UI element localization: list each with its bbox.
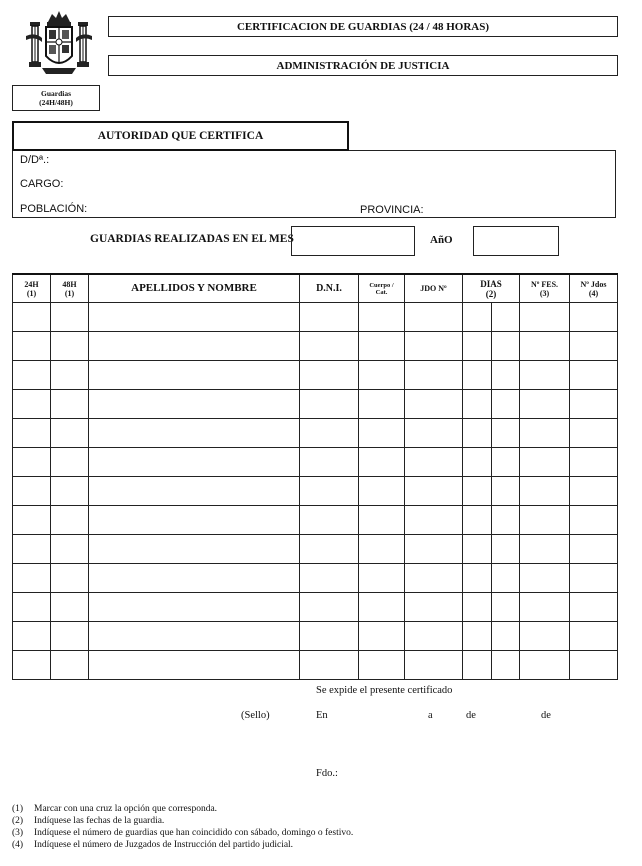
table-cell[interactable] — [359, 593, 405, 622]
table-row — [13, 332, 618, 361]
table-cell[interactable] — [359, 332, 405, 361]
coat-of-arms-emblem — [22, 8, 96, 80]
table-cell[interactable] — [359, 448, 405, 477]
table-cell[interactable] — [570, 622, 618, 651]
table-cell[interactable] — [89, 303, 300, 332]
table-cell[interactable] — [405, 651, 463, 680]
table-cell[interactable] — [13, 477, 51, 506]
table-cell[interactable] — [13, 361, 51, 390]
table-cell[interactable] — [520, 419, 570, 448]
table-row — [13, 477, 618, 506]
table-cell[interactable] — [359, 535, 405, 564]
table-cell[interactable] — [13, 390, 51, 419]
table-cell[interactable] — [405, 593, 463, 622]
form-code-box — [12, 85, 100, 111]
table-cell[interactable] — [13, 303, 51, 332]
form-subtitle-box — [108, 55, 618, 76]
table-cell[interactable] — [405, 535, 463, 564]
table-cell[interactable] — [463, 564, 520, 593]
table-cell[interactable] — [463, 303, 520, 332]
table-cell[interactable] — [570, 564, 618, 593]
table-cell[interactable] — [300, 332, 359, 361]
table-cell[interactable] — [13, 564, 51, 593]
table-cell[interactable] — [405, 390, 463, 419]
table-cell[interactable] — [89, 593, 300, 622]
table-cell[interactable] — [463, 390, 520, 419]
table-cell[interactable] — [570, 419, 618, 448]
table-cell[interactable] — [405, 622, 463, 651]
de2-label: de — [541, 710, 551, 721]
table-cell[interactable] — [51, 506, 89, 535]
table-body — [13, 303, 618, 680]
dias-divider — [491, 419, 492, 447]
dias-divider — [491, 651, 492, 679]
table-row — [13, 593, 618, 622]
authority-heading: AUTORIDAD QUE CERTIFICA — [97, 130, 264, 142]
table-cell[interactable] — [520, 477, 570, 506]
de1-label: de — [466, 710, 476, 721]
table-cell[interactable] — [13, 622, 51, 651]
footnote-2: (2) Indíquese las fechas de la guardia. — [12, 816, 165, 826]
table-row — [13, 622, 618, 651]
table-cell[interactable] — [520, 506, 570, 535]
col-header-fes: Nº FES. (3) — [520, 274, 570, 303]
table-cell[interactable] — [405, 506, 463, 535]
table-row — [13, 419, 618, 448]
table-cell[interactable] — [463, 622, 520, 651]
table-cell[interactable] — [300, 593, 359, 622]
table-cell[interactable] — [520, 593, 570, 622]
col-header-jdos: Nº Jdos (4) — [570, 274, 618, 303]
table-cell[interactable] — [89, 390, 300, 419]
col-header-cuerpo: Cuerpo / Cat. — [359, 274, 405, 303]
province-label: PROVINCIA: — [360, 204, 424, 216]
dias-divider — [491, 535, 492, 563]
table-cell[interactable] — [463, 361, 520, 390]
table-cell[interactable] — [51, 593, 89, 622]
table-cell[interactable] — [405, 303, 463, 332]
dias-divider — [491, 303, 492, 331]
table-cell[interactable] — [359, 390, 405, 419]
table-cell[interactable] — [51, 477, 89, 506]
table-cell[interactable] — [570, 390, 618, 419]
table-cell[interactable] — [89, 361, 300, 390]
table-cell[interactable] — [51, 303, 89, 332]
dias-divider — [491, 448, 492, 476]
table-cell[interactable] — [570, 448, 618, 477]
dias-divider — [491, 506, 492, 534]
table-cell[interactable] — [89, 564, 300, 593]
dias-divider — [491, 361, 492, 389]
seal-label: (Sello) — [241, 710, 270, 721]
year-input[interactable] — [473, 226, 559, 256]
form-code-line1: Guardias — [40, 89, 71, 98]
table-cell[interactable] — [520, 303, 570, 332]
table-cell[interactable] — [463, 448, 520, 477]
table-cell[interactable] — [13, 593, 51, 622]
table-header-row — [13, 274, 618, 303]
year-label: AñO — [430, 234, 453, 246]
footnote-4: (4) Indíquese el número de Juzgados de Instrucción del partido judicial. — [12, 840, 294, 850]
table-cell[interactable] — [300, 477, 359, 506]
form-title-box — [108, 16, 618, 37]
table-cell[interactable] — [570, 651, 618, 680]
table-cell[interactable] — [520, 622, 570, 651]
footnote-3: (3) Indíquese el número de guardias que han coincidido con sábado, domingo o festivo. — [12, 828, 354, 838]
table-row — [13, 303, 618, 332]
guard-table — [12, 273, 618, 680]
table-cell[interactable] — [51, 622, 89, 651]
month-label: GUARDIAS REALIZADAS EN EL MES — [90, 233, 294, 245]
table-cell[interactable] — [570, 593, 618, 622]
authority-section — [12, 150, 616, 218]
table-cell[interactable] — [51, 390, 89, 419]
table-cell[interactable] — [51, 564, 89, 593]
table-cell[interactable] — [300, 448, 359, 477]
table-row — [13, 448, 618, 477]
table-cell[interactable] — [89, 506, 300, 535]
a-label: a — [428, 710, 433, 721]
table-cell[interactable] — [405, 477, 463, 506]
table-cell[interactable] — [13, 419, 51, 448]
table-cell[interactable] — [463, 332, 520, 361]
table-cell[interactable] — [13, 332, 51, 361]
table-cell[interactable] — [405, 361, 463, 390]
form-code-line2: (24H/48H) — [39, 98, 73, 107]
table-cell[interactable] — [570, 477, 618, 506]
col-header-24h: 24H (1) — [13, 274, 51, 303]
table-cell[interactable] — [51, 332, 89, 361]
table-cell[interactable] — [300, 419, 359, 448]
table-cell[interactable] — [51, 419, 89, 448]
table-cell[interactable] — [359, 303, 405, 332]
table-cell[interactable] — [359, 622, 405, 651]
footnote-1: (1) Marcar con una cruz la opción que corresponda. — [12, 804, 218, 814]
table-cell[interactable] — [300, 506, 359, 535]
in-label: En — [316, 710, 328, 721]
table-cell[interactable] — [300, 535, 359, 564]
table-cell[interactable] — [13, 448, 51, 477]
table-row — [13, 506, 618, 535]
table-cell[interactable] — [520, 390, 570, 419]
table-cell[interactable] — [359, 419, 405, 448]
dias-divider — [491, 564, 492, 592]
table-cell[interactable] — [570, 303, 618, 332]
table-cell[interactable] — [51, 448, 89, 477]
table-cell[interactable] — [520, 448, 570, 477]
table-cell[interactable] — [300, 390, 359, 419]
table-cell[interactable] — [89, 448, 300, 477]
col-header-jdo: JDO Nº — [405, 274, 463, 303]
table-cell[interactable] — [89, 477, 300, 506]
table-cell[interactable] — [463, 506, 520, 535]
table-cell[interactable] — [359, 651, 405, 680]
dias-divider — [491, 593, 492, 621]
table-cell[interactable] — [520, 651, 570, 680]
form-title: CERTIFICACION DE GUARDIAS (24 / 48 HORAS) — [236, 20, 490, 33]
table-cell[interactable] — [520, 535, 570, 564]
name-label: D/Dª.: — [20, 154, 50, 166]
town-label: POBLACIÓN: — [20, 203, 88, 215]
dias-divider — [491, 332, 492, 360]
authority-heading-box — [12, 121, 349, 151]
table-cell[interactable] — [300, 564, 359, 593]
table-cell[interactable] — [463, 593, 520, 622]
table-row — [13, 390, 618, 419]
table-cell[interactable] — [89, 651, 300, 680]
dias-divider — [491, 477, 492, 505]
table-cell[interactable] — [89, 622, 300, 651]
table-cell[interactable] — [300, 361, 359, 390]
issued-text: Se expide el presente certificado — [316, 685, 453, 696]
table-cell[interactable] — [359, 564, 405, 593]
table-cell[interactable] — [300, 651, 359, 680]
table-cell[interactable] — [51, 535, 89, 564]
table-cell[interactable] — [359, 361, 405, 390]
month-input[interactable] — [291, 226, 415, 256]
table-cell[interactable] — [570, 535, 618, 564]
table-cell[interactable] — [89, 535, 300, 564]
table-cell[interactable] — [405, 332, 463, 361]
table-cell[interactable] — [51, 651, 89, 680]
table-cell[interactable] — [51, 361, 89, 390]
table-cell[interactable] — [405, 564, 463, 593]
table-cell[interactable] — [300, 622, 359, 651]
table-cell[interactable] — [463, 535, 520, 564]
table-cell[interactable] — [463, 419, 520, 448]
table-cell[interactable] — [13, 506, 51, 535]
table-cell[interactable] — [300, 303, 359, 332]
table-row — [13, 564, 618, 593]
table-cell[interactable] — [520, 564, 570, 593]
table-cell[interactable] — [13, 651, 51, 680]
table-cell[interactable] — [359, 506, 405, 535]
col-header-48h: 48H (1) — [51, 274, 89, 303]
table-cell[interactable] — [463, 477, 520, 506]
table-cell[interactable] — [463, 651, 520, 680]
table-cell[interactable] — [89, 332, 300, 361]
table-row — [13, 361, 618, 390]
table-cell[interactable] — [520, 361, 570, 390]
dias-divider — [491, 622, 492, 650]
table-cell[interactable] — [405, 419, 463, 448]
table-cell[interactable] — [89, 419, 300, 448]
position-label: CARGO: — [20, 178, 64, 190]
table-row — [13, 651, 618, 680]
col-header-dni: D.N.I. — [300, 274, 359, 303]
col-header-dias: DIAS (2) — [463, 274, 520, 303]
table-cell[interactable] — [13, 535, 51, 564]
col-header-name: APELLIDOS Y NOMBRE — [89, 274, 300, 303]
signed-label: Fdo.: — [316, 768, 338, 779]
table-cell[interactable] — [570, 361, 618, 390]
form-subtitle: ADMINISTRACIÓN DE JUSTICIA — [276, 59, 450, 72]
table-cell[interactable] — [570, 332, 618, 361]
table-cell[interactable] — [570, 506, 618, 535]
table-cell[interactable] — [405, 448, 463, 477]
dias-divider — [491, 390, 492, 418]
table-row — [13, 535, 618, 564]
table-cell[interactable] — [520, 332, 570, 361]
table-cell[interactable] — [359, 477, 405, 506]
